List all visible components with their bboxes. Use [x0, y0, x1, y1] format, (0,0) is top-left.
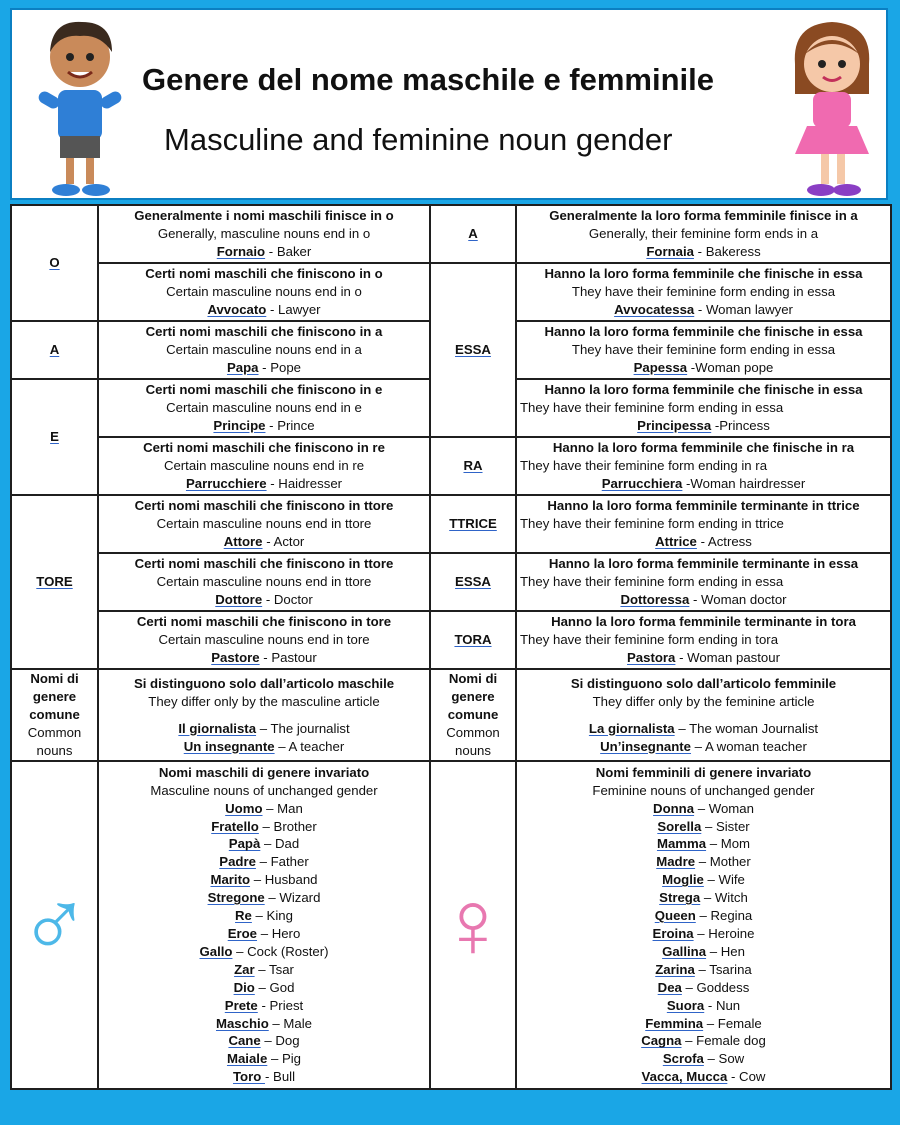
label-cell: E: [11, 379, 98, 495]
list-item: Stregone – Wizard: [207, 890, 321, 906]
feminine-rule-cell: Hanno la loro forma femminile che finische in essa They have their feminine form ending in essa Principessa -Princess: [516, 379, 891, 437]
table-row: [11, 205, 891, 263]
list-item: Vacca, Mucca - Cow: [641, 1069, 766, 1085]
masculine-rule-cell: Certi nomi maschili che finiscono in e Certain masculine nouns end in e Principe - Prince: [98, 379, 430, 437]
masculine-rule-cell: Generalmente i nomi maschili finisce in o Generally, masculine nouns end in o Fornaio - Baker: [98, 205, 430, 263]
title-italian: Genere del nome maschile e femminile: [142, 62, 715, 97]
list-item: Re – King: [235, 908, 293, 924]
list-item: Zar – Tsar: [234, 961, 294, 977]
girl-illustration: [777, 14, 887, 204]
boy-illustration: [20, 12, 140, 202]
title-english: Masculine and feminine noun gender: [164, 122, 673, 157]
list-item: Sorella – Sister: [657, 818, 750, 834]
feminine-rule-cell: Hanno la loro forma femminile terminante in ttrice They have their feminine form ending in ttrice Attrice - Actress: [516, 495, 891, 553]
list-item: Cane – Dog: [228, 1033, 300, 1049]
masculine-invariable-cell: Nomi maschili di genere invariato Masculine nouns of unchanged gender Uomo – Man Fratello – Brother Papà – Dad Padre – Father Marito – Husband Stregone – Wizard Re – King Eroe – Hero Gallo – Cock (Roster) Zar – Tsar Dio – God Prete - Priest Maschio – Male Cane – Dog Maiale – Pig Toro - Bull: [98, 761, 430, 1089]
feminine-rule-cell: Hanno la loro forma femminile che finische in essa They have their feminine form ending in essa Papessa -Woman pope: [516, 321, 891, 379]
list-item: Eroina – Heroine: [652, 926, 755, 941]
list-item: Dea – Goddess: [657, 979, 750, 995]
list-item: Zarina – Tsarina: [655, 961, 752, 977]
table-row: [11, 761, 891, 1089]
list-item: Prete - Priest: [224, 997, 304, 1013]
label-cell: A: [430, 205, 516, 263]
feminine-rule-cell: Hanno la loro forma femminile terminante in essa They have their feminine form ending in essa Dottoressa - Woman doctor: [516, 553, 891, 611]
label-cell: A: [11, 321, 98, 379]
list-item: Marito – Husband: [210, 872, 318, 888]
list-item: Papà – Dad: [228, 836, 300, 852]
table-row: [11, 553, 891, 611]
list-item: Suora - Nun: [666, 997, 741, 1013]
list-item: Madre – Mother: [656, 854, 751, 870]
label-cell: ESSA: [430, 263, 516, 437]
list-item: Uomo – Man: [225, 800, 303, 816]
list-item: Eroe – Hero: [227, 926, 301, 941]
feminine-rule-cell: Hanno la loro forma femminile che finische in essa They have their feminine form ending in essa Avvocatessa - Woman lawyer: [516, 263, 891, 321]
feminine-rule-cell: Hanno la loro forma femminile terminante in tora They have their feminine form ending in tora Pastora - Woman pastour: [516, 611, 891, 669]
feminine-rule-cell: Generalmente la loro forma femminile finisce in a Generally, their feminine form ends in a Fornaia - Bakeress: [516, 205, 891, 263]
list-item: Dio – God: [233, 979, 295, 995]
masculine-rule-cell: Certi nomi maschili che finiscono in ttore Certain masculine nouns end in ttore Attore - Actor: [98, 495, 430, 553]
table-row: [11, 437, 891, 495]
list-item: Maiale – Pig: [226, 1051, 302, 1067]
list-item: Padre – Father: [219, 854, 309, 870]
list-item: Toro - Bull: [232, 1069, 296, 1085]
list-item: Fratello – Brother: [211, 818, 317, 834]
list-item: Scrofa – Sow: [662, 1051, 745, 1067]
masculine-common-cell: Si distinguono solo dall’articolo maschile They differ only by the masculine article Il giornalista – The journalist Un insegnante – A teacher: [98, 669, 430, 761]
masculine-rule-cell: Certi nomi maschili che finiscono in o Certain masculine nouns end in o Avvocato - Lawyer: [98, 263, 430, 321]
table-row: [11, 611, 891, 669]
list-item: Cagna – Female dog: [641, 1033, 766, 1049]
header-banner: [10, 8, 888, 200]
list-item: Gallina – Hen: [662, 943, 745, 959]
table-row: [11, 263, 891, 321]
feminine-rule-cell: Hanno la loro forma femminile che finische in ra They have their feminine form ending in ra Parrucchiera -Woman hairdresser: [516, 437, 891, 495]
female-symbol-icon: ♀: [437, 871, 509, 978]
male-symbol-icon: ♂: [18, 871, 91, 978]
label-cell: ESSA: [430, 553, 516, 611]
masculine-rule-cell: Certi nomi maschili che finiscono in tore Certain masculine nouns end in tore Pastore - Pastour: [98, 611, 430, 669]
common-label-cell: Nomi di genere comune Common nouns: [430, 669, 516, 761]
feminine-common-cell: Si distinguono solo dall’articolo femminile They differ only by the feminine article La giornalista – The woman Journalist Un’insegnante – A woman teacher: [516, 669, 891, 761]
common-label-cell: Nomi di genere comune Common nouns: [11, 669, 98, 761]
masculine-rule-cell: Certi nomi maschili che finiscono in a Certain masculine nouns end in a Papa - Pope: [98, 321, 430, 379]
female-symbol-cell: [430, 761, 516, 1089]
masculine-rule-cell: Certi nomi maschili che finiscono in re Certain masculine nouns end in re Parrucchiere - Haidresser: [98, 437, 430, 495]
list-item: Queen – Regina: [654, 908, 753, 924]
list-item: Maschio – Male: [215, 1015, 312, 1031]
list-item: Gallo – Cock (Roster): [199, 943, 329, 959]
label-cell: RA: [430, 437, 516, 495]
list-item: Donna – Woman: [653, 800, 754, 816]
feminine-invariable-cell: Nomi femminili di genere invariato Feminine nouns of unchanged gender Donna – Woman Sorella – Sister Mamma – Mom Madre – Mother Moglie – Wife Strega – Witch Queen – Regina Eroina – Heroine Gallina – Hen Zarina – Tsarina Dea – Goddess Suora - Nun Femmina – Female Cagna – Female dog Scrofa – Sow Vacca, Mucca - Cow: [516, 761, 891, 1089]
list-item: Moglie – Wife: [662, 872, 745, 888]
table-row: [11, 669, 891, 761]
label-cell: TTRICE: [430, 495, 516, 553]
table-row: [11, 495, 891, 553]
list-item: Mamma – Mom: [656, 836, 751, 852]
label-cell: O: [11, 205, 98, 321]
gender-table: [10, 204, 892, 1090]
list-item: Strega – Witch: [659, 890, 748, 906]
label-cell: TORA: [430, 611, 516, 669]
label-cell: TORE: [11, 495, 98, 669]
list-item: Femmina – Female: [645, 1015, 762, 1031]
masculine-rule-cell: Certi nomi maschili che finiscono in ttore Certain masculine nouns end in ttore Dottore - Doctor: [98, 553, 430, 611]
male-symbol-cell: [11, 761, 98, 1089]
